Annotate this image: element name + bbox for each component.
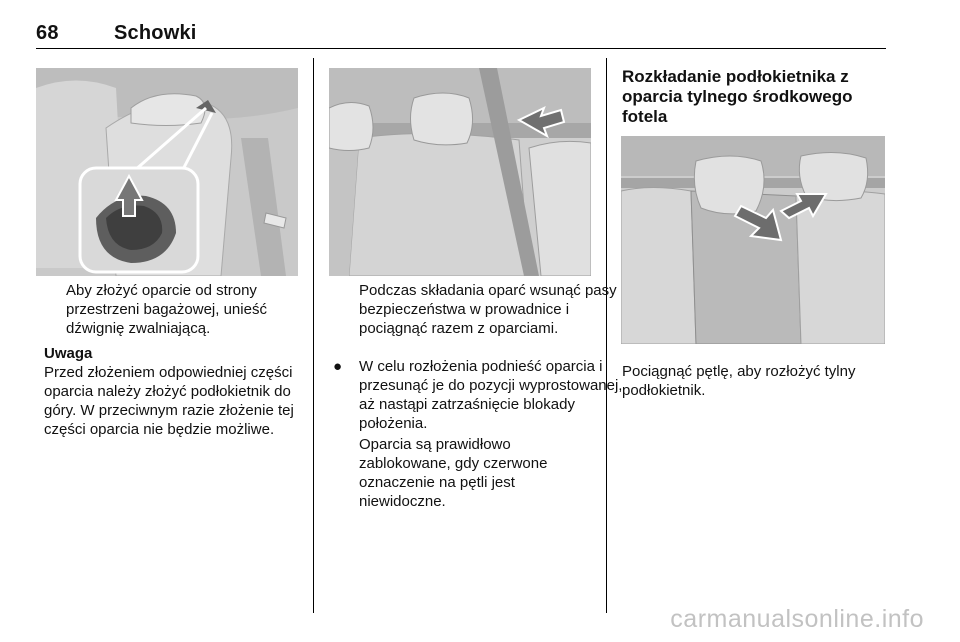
figure-seat-release-lever <box>36 68 298 276</box>
figure-armrest <box>621 136 885 344</box>
paragraph-locked-indicator: Oparcia są prawidłowo zablokowane, gdy czerwone oznaczenie na pętli jest niewidoczne. <box>359 436 548 510</box>
figure-seat-belt-guides <box>329 68 591 276</box>
bullet-item <box>329 357 625 433</box>
watermark: carmanualsonline.info <box>670 605 924 633</box>
page-header <box>36 22 197 45</box>
bullet-text: W celu rozłożenia podnieść oparcia i przesunąć je do pozycji wyprostowanej, aż nastąpi zatrzaśnięcie blokady położenia. <box>359 358 623 432</box>
note-block <box>44 344 304 439</box>
column-divider <box>313 58 314 613</box>
note-body: Przed złożeniem odpowiedniej części oparcia należy złożyć podłokietnik do góry. W przeciwnym razie złożenie tej części oparcia nie będzie możliwe. <box>44 364 294 438</box>
bullet-dot: ● <box>333 358 343 375</box>
caption-seat-belt: Podczas składania oparć wsunąć pasy bezpieczeństwa w prowadnice i pociągnąć razem z oparciami. <box>359 282 617 337</box>
caption-seat-release: Aby złożyć oparcie od strony przestrzeni bagażowej, unieść dźwignię zwalniającą. <box>66 282 267 337</box>
note-title: Uwaga <box>44 345 93 362</box>
header-rule <box>36 48 886 49</box>
page-number: 68 <box>36 22 59 44</box>
section-title-header: Schowki <box>114 22 197 44</box>
caption-armrest: Pociągnąć pętlę, aby rozłożyć tylny podłokietnik. <box>622 363 856 399</box>
section-heading: Rozkładanie podłokietnika z oparcia tylnego środkowego fotela <box>622 67 853 126</box>
